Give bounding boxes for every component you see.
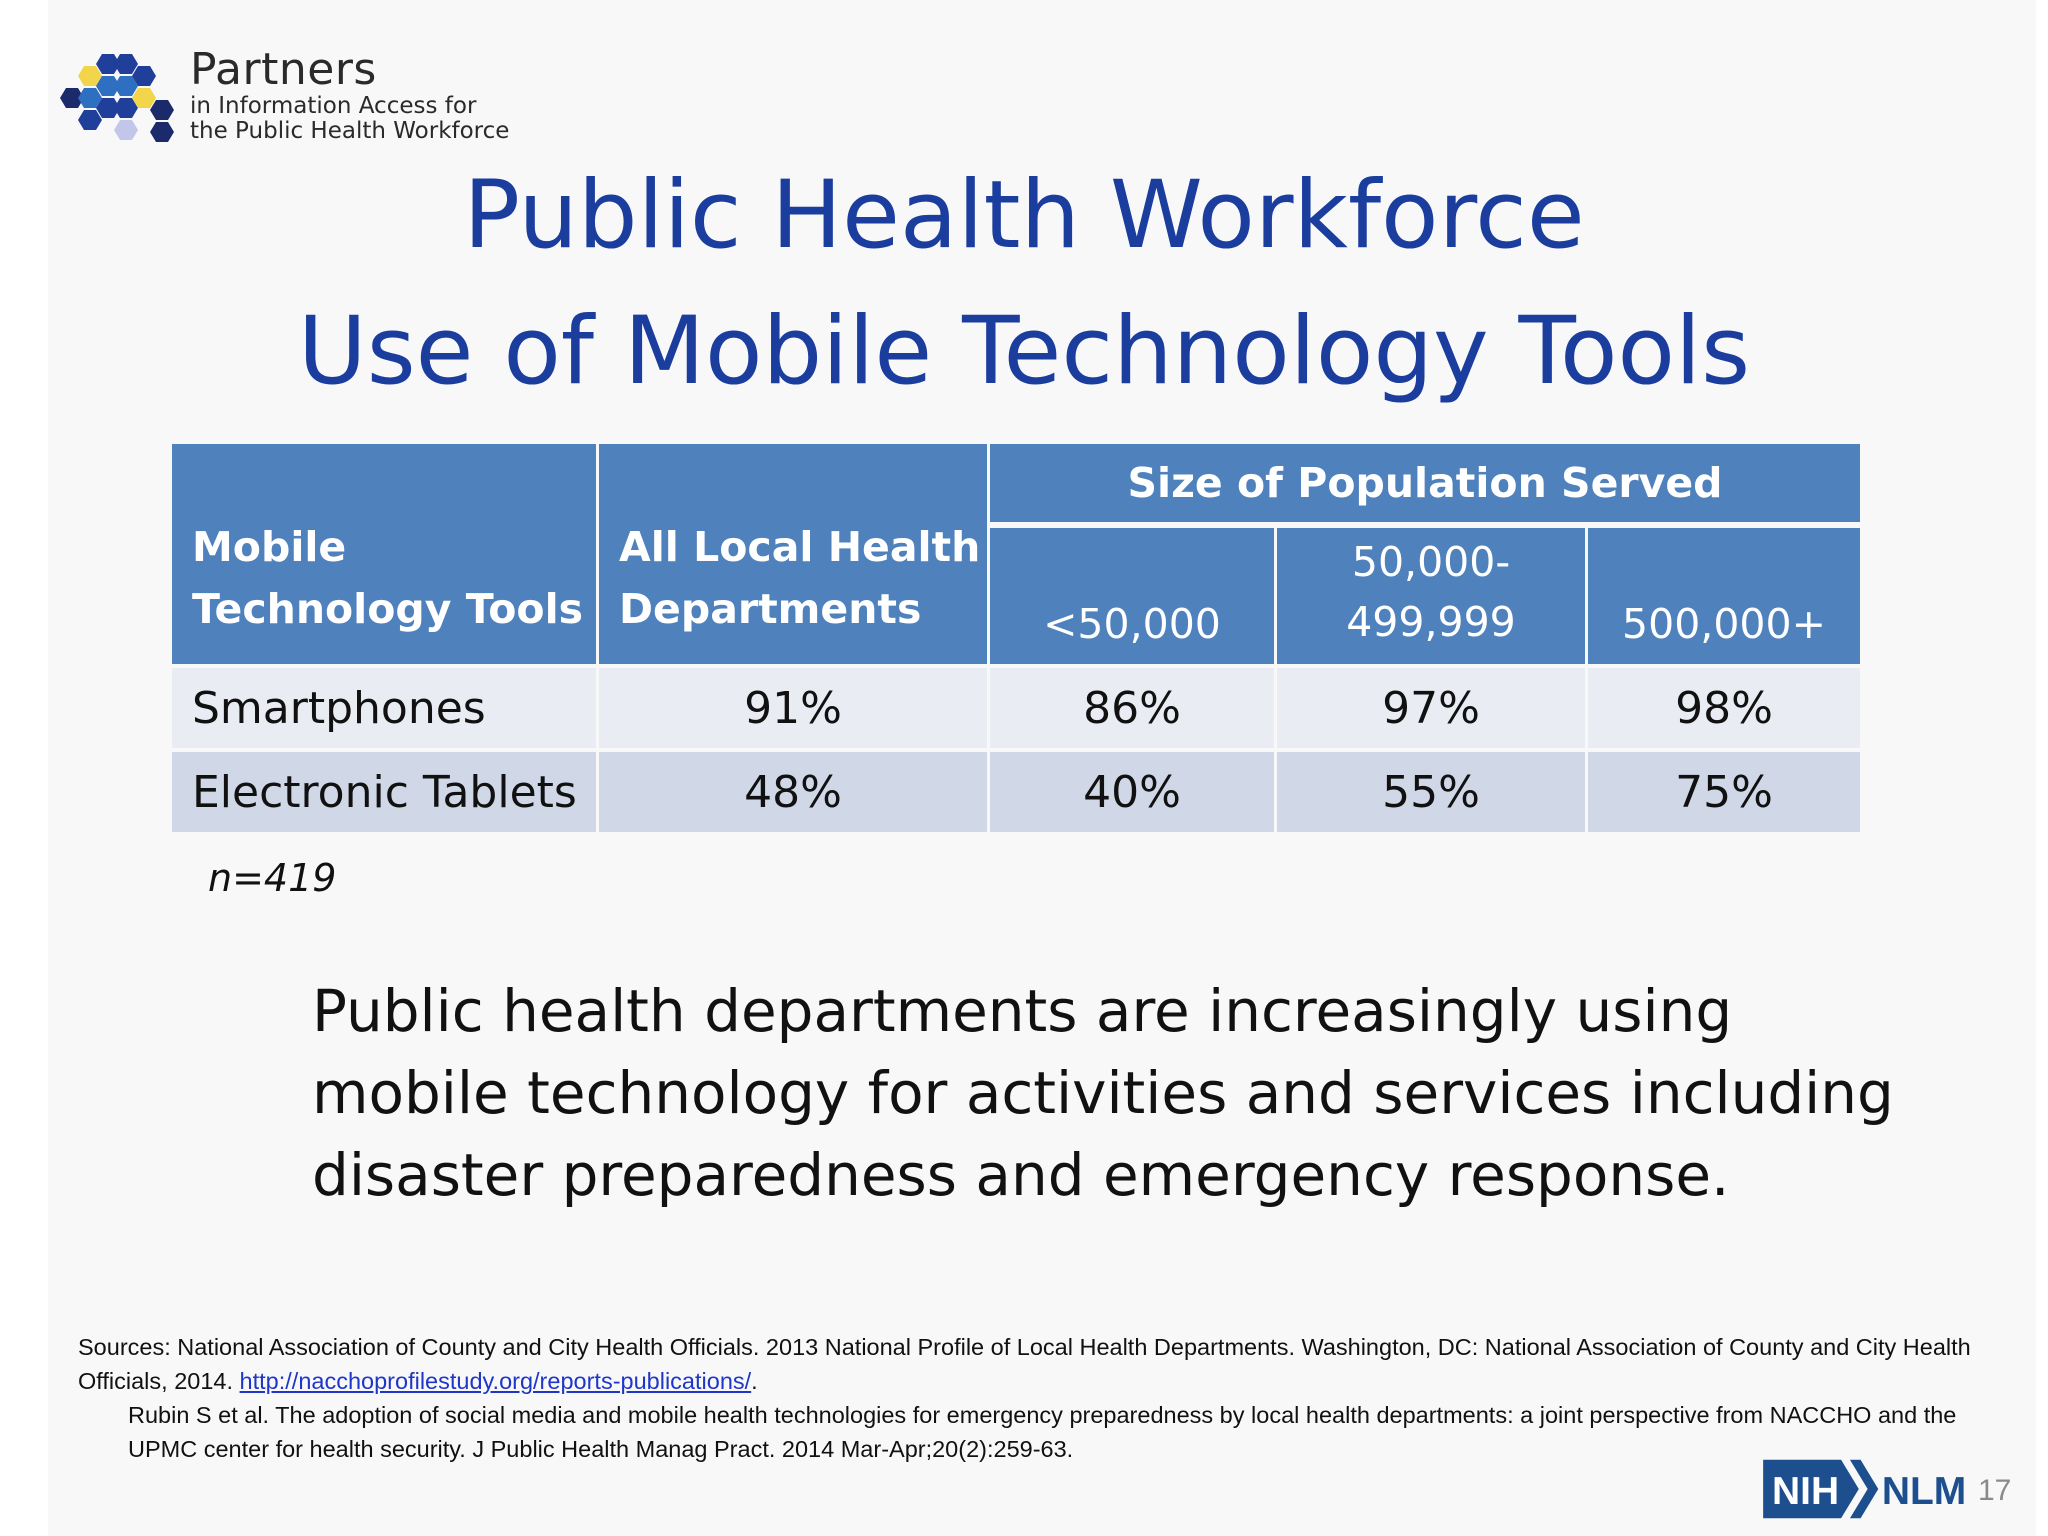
key-statement: Public health departments are increasingly using mobile technology for activities and services including disaster preparedness and emergency response. (312, 977, 1894, 1209)
row-tablets-label: Electronic Tablets (172, 752, 596, 832)
partners-logo (56, 46, 536, 146)
logo-title: Partners (190, 44, 377, 95)
slide-title (0, 148, 2048, 420)
sample-size-note: n=419 (208, 856, 337, 900)
row-smartphones-all: 91% (599, 668, 987, 748)
row-tablets-large: 75% (1588, 752, 1860, 832)
slide-title-line1: Public Health Workforce (463, 161, 1585, 270)
nih-nlm-logo (1750, 1458, 1980, 1520)
nlm-text: NLM (1881, 1470, 1967, 1514)
source-1-text: Sources: National Association of County and City Health Officials. 2013 National Profile of Local Health Departments. Washington, DC: National Association of County and City Health Officials, 2014. (78, 1334, 1971, 1394)
row-tablets-medium: 55% (1277, 752, 1585, 832)
header-mobile-technology-tools: Mobile Technology Tools (172, 444, 596, 664)
sources-citation (78, 1330, 2008, 1466)
subheader-50000-line2: 499,999 (1346, 598, 1516, 646)
source-1-link[interactable]: http://nacchoprofilestudy.org/reports-publications/ (239, 1368, 752, 1394)
mobile-tools-table (172, 444, 1860, 836)
row-smartphones-label: Smartphones (172, 668, 596, 748)
logo-text (190, 46, 509, 144)
subheader-under-50000: <50,000 (990, 528, 1274, 664)
row-smartphones-medium: 97% (1277, 668, 1585, 748)
subheader-500000-plus: 500,000+ (1588, 528, 1860, 664)
logo-subtitle-line2: the Public Health Workforce (190, 118, 510, 144)
logo-subtitle-line1: in Information Access for (190, 93, 477, 119)
source-2: Rubin S et al. The adoption of social media and mobile health technologies for emergency preparedness by local health departments: a joint perspective from NACCHO and the UPMC center for health security. J Public Health Manag Pract. 2014 Mar-Apr;20(2):259-63. (128, 1402, 1957, 1462)
subheader-50000-499999 (1277, 528, 1585, 664)
page-number: 17 (1978, 1474, 2012, 1507)
row-tablets-all: 48% (599, 752, 987, 832)
row-smartphones-small: 86% (990, 668, 1274, 748)
header-all-local-health-departments: All Local Health Departments (599, 444, 987, 664)
slide-title-line2: Use of Mobile Technology Tools (297, 297, 1751, 406)
header-size-of-population-served: Size of Population Served (990, 444, 1860, 522)
row-smartphones-large: 98% (1588, 668, 1860, 748)
source-1-suffix: . (751, 1368, 758, 1394)
nih-text: NIH (1772, 1470, 1840, 1514)
hexagon-cluster-icon (56, 48, 180, 144)
row-tablets-small: 40% (990, 752, 1274, 832)
source-1 (78, 1330, 2008, 1398)
subheader-50000-line1: 50,000- (1351, 538, 1511, 586)
